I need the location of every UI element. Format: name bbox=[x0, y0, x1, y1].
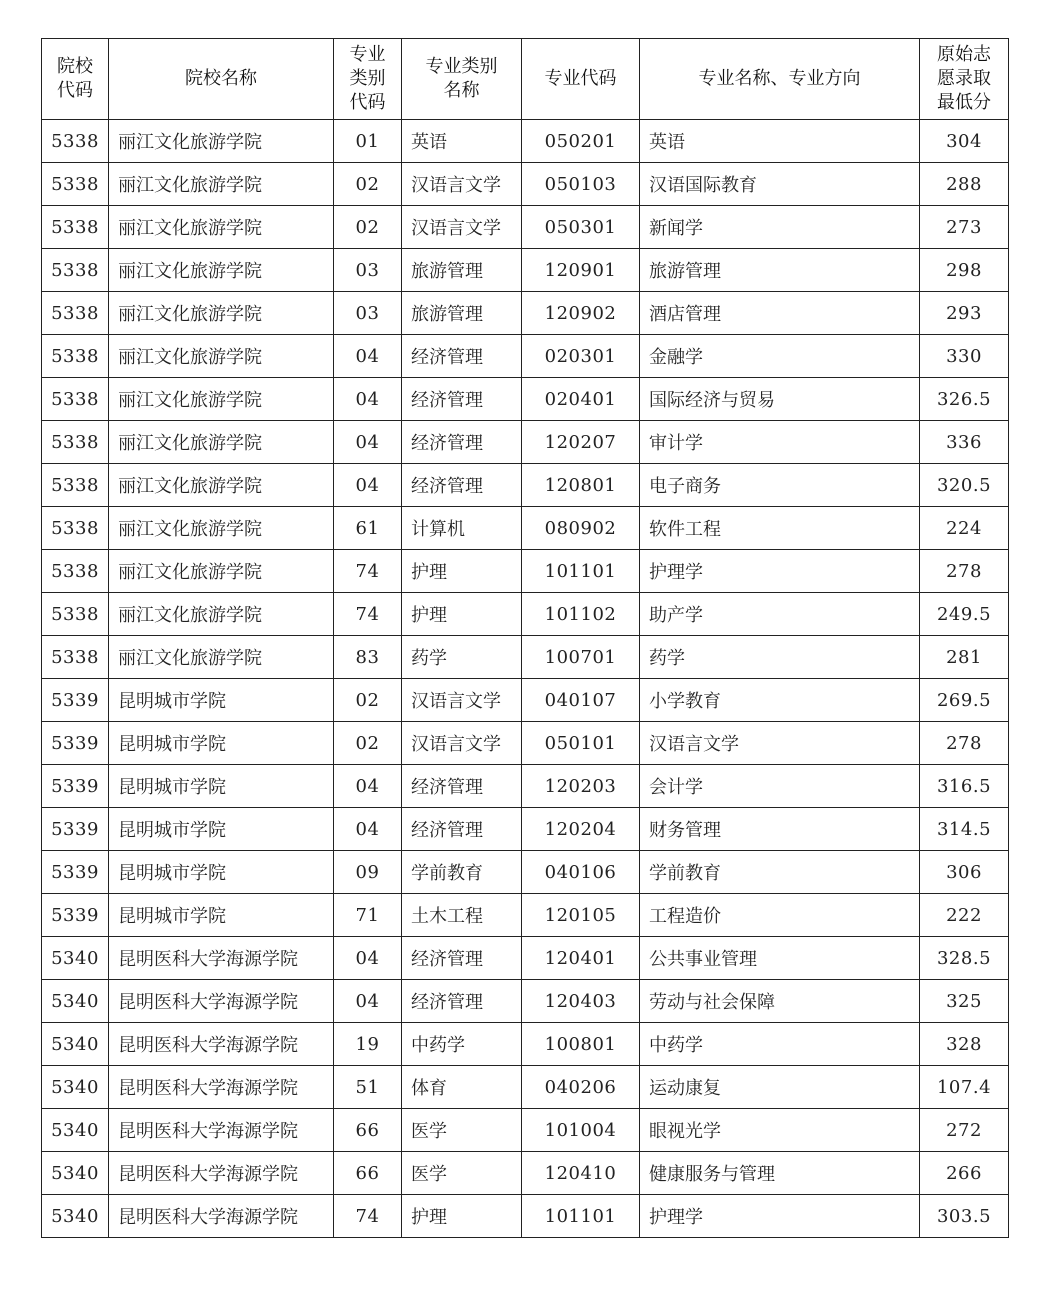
school-code-cell: 5340 bbox=[42, 980, 109, 1023]
major-category-code-cell: 02 bbox=[334, 163, 402, 206]
school-name-cell: 丽江文化旅游学院 bbox=[109, 378, 334, 421]
min-score-cell: 328 bbox=[920, 1023, 1009, 1066]
major-category-name-cell: 护理 bbox=[402, 1195, 522, 1238]
major-category-code-cell: 74 bbox=[334, 550, 402, 593]
school-code-cell: 5340 bbox=[42, 1195, 109, 1238]
header-line: 类别 bbox=[349, 68, 386, 89]
major-name-cell: 软件工程 bbox=[640, 507, 920, 550]
major-name-cell: 助产学 bbox=[640, 593, 920, 636]
major-category-name-cell: 经济管理 bbox=[402, 378, 522, 421]
major-category-name-cell: 经济管理 bbox=[402, 464, 522, 507]
major-category-code-cell: 03 bbox=[334, 292, 402, 335]
table-row bbox=[42, 378, 1009, 421]
major-name-cell: 学前教育 bbox=[640, 851, 920, 894]
table-row bbox=[42, 894, 1009, 937]
min-score-cell: 278 bbox=[920, 722, 1009, 765]
major-name-cell: 国际经济与贸易 bbox=[640, 378, 920, 421]
school-name-cell: 丽江文化旅游学院 bbox=[109, 206, 334, 249]
school-code-cell: 5338 bbox=[42, 507, 109, 550]
table-row bbox=[42, 679, 1009, 722]
header-line: 名称 bbox=[443, 80, 480, 101]
major-category-code-cell: 04 bbox=[334, 808, 402, 851]
major-code-cell: 080902 bbox=[522, 507, 640, 550]
table-row bbox=[42, 421, 1009, 464]
major-name-cell: 酒店管理 bbox=[640, 292, 920, 335]
major-category-name-cell: 经济管理 bbox=[402, 937, 522, 980]
table-row bbox=[42, 464, 1009, 507]
school-code-cell: 5340 bbox=[42, 1023, 109, 1066]
major-code-cell: 120105 bbox=[522, 894, 640, 937]
school-name-cell: 昆明医科大学海源学院 bbox=[109, 1195, 334, 1238]
table-row bbox=[42, 550, 1009, 593]
header-line: 最低分 bbox=[937, 92, 991, 113]
school-code-cell: 5340 bbox=[42, 1152, 109, 1195]
min-score-header bbox=[920, 39, 1009, 120]
major-name-cell: 中药学 bbox=[640, 1023, 920, 1066]
table-header-row bbox=[42, 39, 1009, 120]
school-name-cell: 昆明医科大学海源学院 bbox=[109, 1066, 334, 1109]
major-name-cell: 眼视光学 bbox=[640, 1109, 920, 1152]
major-code-cell: 101004 bbox=[522, 1109, 640, 1152]
school-name-cell: 昆明城市学院 bbox=[109, 679, 334, 722]
major-category-code-cell: 04 bbox=[334, 421, 402, 464]
min-score-cell: 320.5 bbox=[920, 464, 1009, 507]
school-name-header bbox=[109, 39, 334, 120]
major-name-cell: 英语 bbox=[640, 120, 920, 163]
major-name-cell: 会计学 bbox=[640, 765, 920, 808]
major-category-name-cell: 经济管理 bbox=[402, 335, 522, 378]
major-category-name-cell: 计算机 bbox=[402, 507, 522, 550]
school-code-cell: 5339 bbox=[42, 679, 109, 722]
min-score-cell: 288 bbox=[920, 163, 1009, 206]
major-category-name-cell: 旅游管理 bbox=[402, 249, 522, 292]
header-line: 愿录取 bbox=[937, 68, 991, 89]
table-row bbox=[42, 1195, 1009, 1238]
major-category-name-cell: 英语 bbox=[402, 120, 522, 163]
major-category-code-cell: 19 bbox=[334, 1023, 402, 1066]
header-line: 代码 bbox=[57, 80, 93, 101]
table-row bbox=[42, 593, 1009, 636]
major-category-name-cell: 体育 bbox=[402, 1066, 522, 1109]
school-code-cell: 5338 bbox=[42, 421, 109, 464]
min-score-cell: 326.5 bbox=[920, 378, 1009, 421]
major-code-cell: 120801 bbox=[522, 464, 640, 507]
major-code-cell: 120902 bbox=[522, 292, 640, 335]
table-row bbox=[42, 163, 1009, 206]
school-name-cell: 丽江文化旅游学院 bbox=[109, 464, 334, 507]
school-name-cell: 丽江文化旅游学院 bbox=[109, 335, 334, 378]
major-category-name-cell: 旅游管理 bbox=[402, 292, 522, 335]
min-score-cell: 266 bbox=[920, 1152, 1009, 1195]
school-code-cell: 5339 bbox=[42, 722, 109, 765]
header-line: 专业代码 bbox=[544, 68, 617, 89]
major-code-cell: 040106 bbox=[522, 851, 640, 894]
min-score-cell: 273 bbox=[920, 206, 1009, 249]
major-category-code-cell: 71 bbox=[334, 894, 402, 937]
major-category-code-cell: 66 bbox=[334, 1109, 402, 1152]
major-category-name-cell: 土木工程 bbox=[402, 894, 522, 937]
min-score-cell: 107.4 bbox=[920, 1066, 1009, 1109]
school-name-cell: 丽江文化旅游学院 bbox=[109, 249, 334, 292]
min-score-cell: 293 bbox=[920, 292, 1009, 335]
school-code-cell: 5338 bbox=[42, 593, 109, 636]
major-name-cell: 小学教育 bbox=[640, 679, 920, 722]
major-category-code-cell: 02 bbox=[334, 206, 402, 249]
major-code-cell: 050101 bbox=[522, 722, 640, 765]
min-score-cell: 222 bbox=[920, 894, 1009, 937]
major-name-cell: 审计学 bbox=[640, 421, 920, 464]
min-score-cell: 224 bbox=[920, 507, 1009, 550]
major-code-cell: 120207 bbox=[522, 421, 640, 464]
major-name-cell: 金融学 bbox=[640, 335, 920, 378]
table-row bbox=[42, 292, 1009, 335]
major-category-name-cell: 学前教育 bbox=[402, 851, 522, 894]
major-name-cell: 运动康复 bbox=[640, 1066, 920, 1109]
table-row bbox=[42, 1109, 1009, 1152]
school-code-cell: 5338 bbox=[42, 120, 109, 163]
table-body bbox=[42, 120, 1009, 1238]
school-name-cell: 昆明城市学院 bbox=[109, 851, 334, 894]
table-row bbox=[42, 120, 1009, 163]
major-code-cell: 050301 bbox=[522, 206, 640, 249]
major-category-code-cell: 74 bbox=[334, 593, 402, 636]
table-row bbox=[42, 980, 1009, 1023]
major-name-cell: 护理学 bbox=[640, 550, 920, 593]
school-name-cell: 丽江文化旅游学院 bbox=[109, 120, 334, 163]
school-name-cell: 丽江文化旅游学院 bbox=[109, 507, 334, 550]
major-code-cell: 040107 bbox=[522, 679, 640, 722]
min-score-cell: 306 bbox=[920, 851, 1009, 894]
major-name-cell: 汉语言文学 bbox=[640, 722, 920, 765]
major-category-name-cell: 药学 bbox=[402, 636, 522, 679]
major-code-cell: 120410 bbox=[522, 1152, 640, 1195]
school-code-cell: 5340 bbox=[42, 1066, 109, 1109]
major-category-code-cell: 02 bbox=[334, 722, 402, 765]
major-name-header bbox=[640, 39, 920, 120]
major-code-cell: 020301 bbox=[522, 335, 640, 378]
major-code-cell: 040206 bbox=[522, 1066, 640, 1109]
major-category-code-cell: 01 bbox=[334, 120, 402, 163]
header-line: 代码 bbox=[349, 92, 386, 113]
table-row bbox=[42, 249, 1009, 292]
major-code-header bbox=[522, 39, 640, 120]
major-category-name-cell: 汉语言文学 bbox=[402, 679, 522, 722]
major-code-cell: 101101 bbox=[522, 550, 640, 593]
school-code-cell: 5338 bbox=[42, 249, 109, 292]
major-category-code-cell: 04 bbox=[334, 335, 402, 378]
min-score-cell: 303.5 bbox=[920, 1195, 1009, 1238]
school-code-cell: 5338 bbox=[42, 636, 109, 679]
major-code-cell: 101102 bbox=[522, 593, 640, 636]
table-row bbox=[42, 206, 1009, 249]
table-row bbox=[42, 1023, 1009, 1066]
major-name-cell: 护理学 bbox=[640, 1195, 920, 1238]
school-code-cell: 5338 bbox=[42, 335, 109, 378]
min-score-cell: 269.5 bbox=[920, 679, 1009, 722]
major-name-cell: 劳动与社会保障 bbox=[640, 980, 920, 1023]
school-name-cell: 丽江文化旅游学院 bbox=[109, 636, 334, 679]
major-category-name-cell: 经济管理 bbox=[402, 765, 522, 808]
major-name-cell: 财务管理 bbox=[640, 808, 920, 851]
major-name-cell: 公共事业管理 bbox=[640, 937, 920, 980]
major-category-code-cell: 74 bbox=[334, 1195, 402, 1238]
header-line: 专业 bbox=[349, 44, 386, 65]
school-code-cell: 5340 bbox=[42, 937, 109, 980]
major-code-cell: 120403 bbox=[522, 980, 640, 1023]
major-category-code-cell: 04 bbox=[334, 464, 402, 507]
header-line: 原始志 bbox=[937, 44, 991, 65]
major-category-name-cell: 护理 bbox=[402, 593, 522, 636]
min-score-cell: 330 bbox=[920, 335, 1009, 378]
major-category-code-cell: 61 bbox=[334, 507, 402, 550]
school-name-cell: 昆明城市学院 bbox=[109, 722, 334, 765]
major-code-cell: 100801 bbox=[522, 1023, 640, 1066]
school-name-cell: 昆明城市学院 bbox=[109, 765, 334, 808]
school-code-cell: 5338 bbox=[42, 206, 109, 249]
school-code-cell: 5339 bbox=[42, 765, 109, 808]
major-category-name-cell: 汉语言文学 bbox=[402, 163, 522, 206]
min-score-cell: 249.5 bbox=[920, 593, 1009, 636]
major-name-cell: 汉语国际教育 bbox=[640, 163, 920, 206]
table-row bbox=[42, 765, 1009, 808]
min-score-cell: 325 bbox=[920, 980, 1009, 1023]
school-code-header bbox=[42, 39, 109, 120]
table-row bbox=[42, 808, 1009, 851]
admission-score-table bbox=[41, 38, 1009, 1238]
table-row bbox=[42, 1066, 1009, 1109]
table-row bbox=[42, 1152, 1009, 1195]
major-code-cell: 100701 bbox=[522, 636, 640, 679]
major-code-cell: 120401 bbox=[522, 937, 640, 980]
major-category-code-cell: 09 bbox=[334, 851, 402, 894]
table-row bbox=[42, 851, 1009, 894]
school-code-cell: 5338 bbox=[42, 378, 109, 421]
school-name-cell: 丽江文化旅游学院 bbox=[109, 292, 334, 335]
school-name-cell: 昆明医科大学海源学院 bbox=[109, 1152, 334, 1195]
school-name-cell: 丽江文化旅游学院 bbox=[109, 593, 334, 636]
major-category-name-cell: 汉语言文学 bbox=[402, 206, 522, 249]
school-name-cell: 昆明医科大学海源学院 bbox=[109, 937, 334, 980]
header-line: 院校名称 bbox=[185, 68, 257, 89]
major-category-code-cell: 51 bbox=[334, 1066, 402, 1109]
table-row bbox=[42, 636, 1009, 679]
major-code-cell: 101101 bbox=[522, 1195, 640, 1238]
major-name-cell: 健康服务与管理 bbox=[640, 1152, 920, 1195]
table-row bbox=[42, 507, 1009, 550]
header-line: 院校 bbox=[57, 56, 93, 77]
school-code-cell: 5338 bbox=[42, 464, 109, 507]
header-line: 专业类别 bbox=[425, 56, 498, 77]
school-name-cell: 昆明城市学院 bbox=[109, 808, 334, 851]
major-code-cell: 050201 bbox=[522, 120, 640, 163]
min-score-cell: 304 bbox=[920, 120, 1009, 163]
major-category-name-cell: 经济管理 bbox=[402, 980, 522, 1023]
major-category-name-header bbox=[402, 39, 522, 120]
major-category-name-cell: 经济管理 bbox=[402, 808, 522, 851]
min-score-cell: 278 bbox=[920, 550, 1009, 593]
major-code-cell: 120204 bbox=[522, 808, 640, 851]
min-score-cell: 281 bbox=[920, 636, 1009, 679]
major-code-cell: 020401 bbox=[522, 378, 640, 421]
major-code-cell: 120901 bbox=[522, 249, 640, 292]
min-score-cell: 298 bbox=[920, 249, 1009, 292]
major-category-code-cell: 03 bbox=[334, 249, 402, 292]
major-category-name-cell: 护理 bbox=[402, 550, 522, 593]
major-category-name-cell: 汉语言文学 bbox=[402, 722, 522, 765]
major-category-code-cell: 83 bbox=[334, 636, 402, 679]
major-category-name-cell: 经济管理 bbox=[402, 421, 522, 464]
school-name-cell: 昆明医科大学海源学院 bbox=[109, 1023, 334, 1066]
school-code-cell: 5338 bbox=[42, 292, 109, 335]
min-score-cell: 336 bbox=[920, 421, 1009, 464]
table-row bbox=[42, 722, 1009, 765]
min-score-cell: 328.5 bbox=[920, 937, 1009, 980]
major-name-cell: 旅游管理 bbox=[640, 249, 920, 292]
school-name-cell: 丽江文化旅游学院 bbox=[109, 421, 334, 464]
min-score-cell: 314.5 bbox=[920, 808, 1009, 851]
school-name-cell: 丽江文化旅游学院 bbox=[109, 163, 334, 206]
table-row bbox=[42, 335, 1009, 378]
table-row bbox=[42, 937, 1009, 980]
school-name-cell: 昆明城市学院 bbox=[109, 894, 334, 937]
major-category-name-cell: 医学 bbox=[402, 1109, 522, 1152]
major-code-cell: 120203 bbox=[522, 765, 640, 808]
major-category-name-cell: 中药学 bbox=[402, 1023, 522, 1066]
major-category-code-header bbox=[334, 39, 402, 120]
major-name-cell: 新闻学 bbox=[640, 206, 920, 249]
school-code-cell: 5339 bbox=[42, 851, 109, 894]
major-category-code-cell: 02 bbox=[334, 679, 402, 722]
school-code-cell: 5338 bbox=[42, 163, 109, 206]
major-name-cell: 电子商务 bbox=[640, 464, 920, 507]
major-category-code-cell: 04 bbox=[334, 378, 402, 421]
min-score-cell: 316.5 bbox=[920, 765, 1009, 808]
major-category-code-cell: 66 bbox=[334, 1152, 402, 1195]
min-score-cell: 272 bbox=[920, 1109, 1009, 1152]
major-code-cell: 050103 bbox=[522, 163, 640, 206]
school-name-cell: 昆明医科大学海源学院 bbox=[109, 1109, 334, 1152]
major-category-code-cell: 04 bbox=[334, 980, 402, 1023]
school-code-cell: 5339 bbox=[42, 808, 109, 851]
major-name-cell: 工程造价 bbox=[640, 894, 920, 937]
header-line: 专业名称、专业方向 bbox=[698, 68, 861, 89]
major-name-cell: 药学 bbox=[640, 636, 920, 679]
major-category-code-cell: 04 bbox=[334, 765, 402, 808]
school-code-cell: 5339 bbox=[42, 894, 109, 937]
school-code-cell: 5340 bbox=[42, 1109, 109, 1152]
school-name-cell: 昆明医科大学海源学院 bbox=[109, 980, 334, 1023]
major-category-name-cell: 医学 bbox=[402, 1152, 522, 1195]
major-category-code-cell: 04 bbox=[334, 937, 402, 980]
school-code-cell: 5338 bbox=[42, 550, 109, 593]
school-name-cell: 丽江文化旅游学院 bbox=[109, 550, 334, 593]
